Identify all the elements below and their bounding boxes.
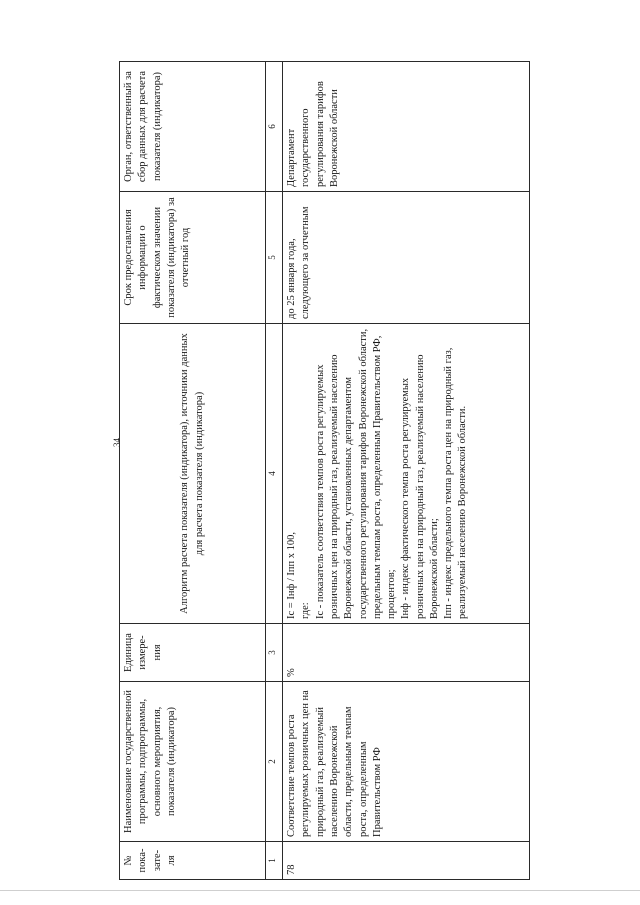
table-row [283, 62, 530, 880]
row-indicator-name: Соответствие темпов роста регулируемых розничных цен на природный газ, реализуемый населению Воронежской области, предельным темпам роста, определенным Правительством РФ [283, 682, 530, 842]
indicator-table [119, 61, 530, 880]
algorithm-ipp-definition: Iпп - индекс предельного темпа роста цен на природный газ, реализуемый населению Воронежской области. [443, 347, 469, 619]
header-unit: Единица измере-ния [120, 624, 266, 682]
table-header-row [120, 62, 266, 880]
header-responsible: Орган, ответственный за сбор данных для расчета показателя (индикатора) [120, 62, 266, 192]
header-program-name: Наименование государственной программы, подпрограммы, основного мероприятия, показателя (индикатора) [120, 682, 266, 842]
column-number: 1 [266, 842, 283, 880]
column-number: 4 [266, 324, 283, 624]
algorithm-inf-definition: Iнф - индекс фактического темпа роста регулируемых розничных цен на природный газ, реализуемый населению Воронежской области; [400, 354, 440, 619]
header-algorithm: Алгоритм расчета показателя (индикатора), источники данных для расчета показателя (индикатора) [120, 324, 266, 624]
algorithm-ic-definition: Ic - показатель соответствия темпов роста регулируемых розничных цен на природный газ, реализуемый населению Воронежской области, установленных департаментом государственного регулирования тарифов Воронежской области, предельным темпам роста, определенным Правительством РФ, процентов; [314, 328, 398, 619]
column-number: 2 [266, 682, 283, 842]
column-number: 5 [266, 192, 283, 324]
algorithm-where: где: [300, 602, 312, 619]
column-number: 3 [266, 624, 283, 682]
column-numbers-row [266, 62, 283, 880]
row-deadline: до 25 января года, следующего за отчетным [283, 192, 530, 324]
row-unit: % [283, 624, 530, 682]
rotated-table-wrapper [119, 62, 530, 880]
row-algorithm [283, 324, 530, 624]
header-deadline: Срок предоставления информации о фактическом значении показателя (индикатора) за отчетный год [120, 192, 266, 324]
row-responsible: Департамент государственного регулирования тарифов Воронежской области [283, 62, 530, 192]
algorithm-formula: Ic = Iнф / Iпп x 100, [286, 531, 298, 619]
row-indicator-number: 78 [283, 842, 530, 880]
page-bottom-rule [0, 890, 640, 891]
header-indicator-number: № пока-зате-ля [120, 842, 266, 880]
page-number: 34 [112, 438, 122, 447]
column-number: 6 [266, 62, 283, 192]
